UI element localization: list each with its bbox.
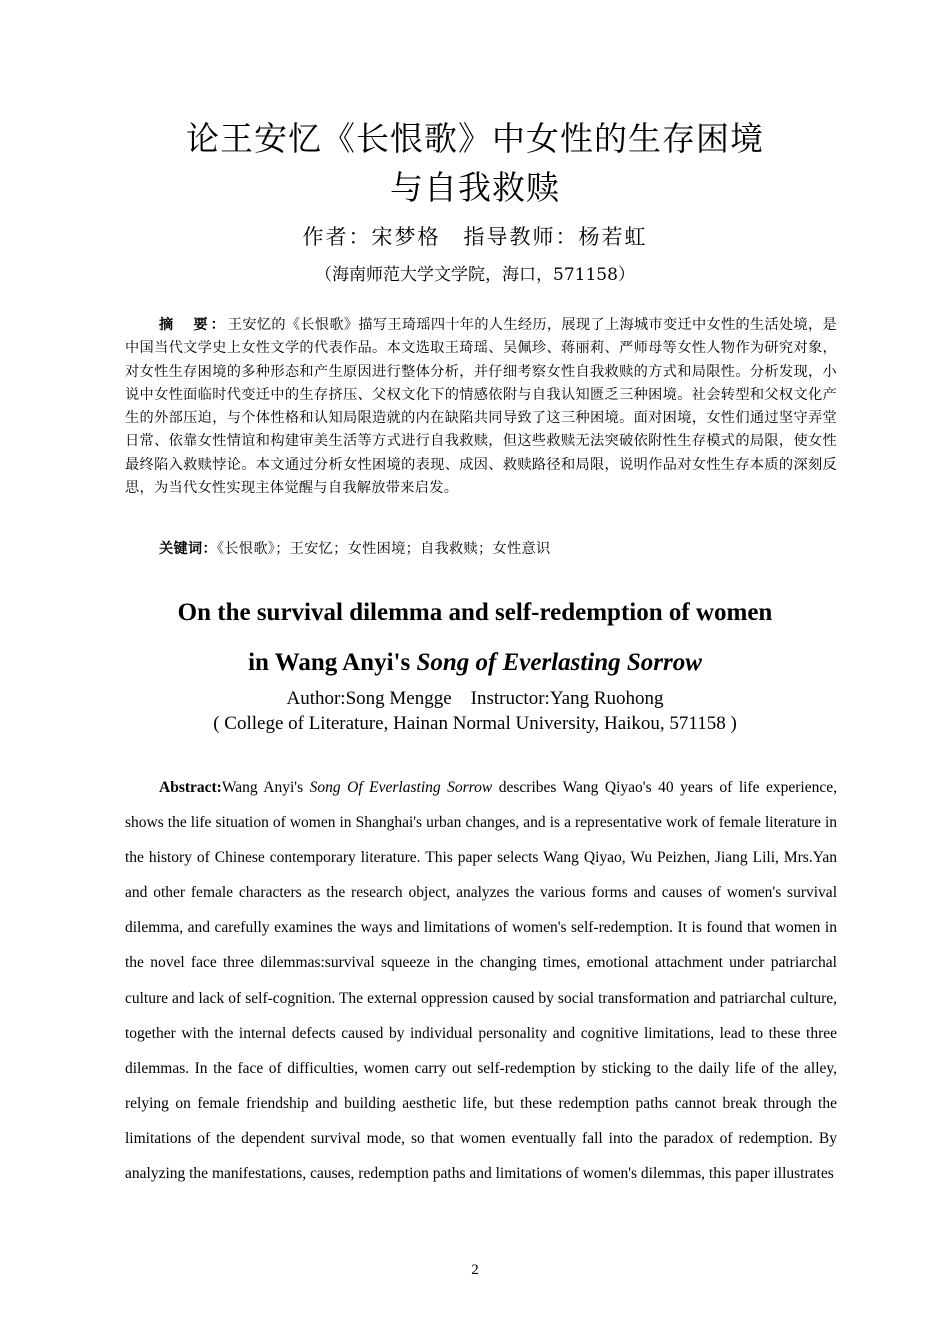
page-number: 2 (471, 1262, 479, 1278)
chinese-abstract-label: 摘 要： (159, 317, 228, 333)
chinese-keywords (159, 538, 550, 561)
english-abstract-text: describes Wang Qiyao's 40 years of life experience, shows the life situation of women in Shanghai's urban changes, and is a representative work of female literature in the history of Chinese contemporary literature. This paper selects Wang Qiyao, Wu Peizhen, Jiang Lili, Mrs.Yan and other female characters as the research object, analyzes the various forms and causes of women's survival dilemma, and carefully examines the ways and limitations of women's self-redemption. It is found that women in the novel face three dilemmas:survival squeeze in the changing times, emotional attachment under patriarchal culture and lack of self-cognition. The external oppression caused by social transformation and patriarchal culture, together with the internal defects caused by individual personality and cognitive limitations, lead to these three dilemmas. In the face of difficulties, women carry out self-redemption by sticking to the daily life of the alley, relying on female friendship and building aesthetic life, but these redemption paths cannot break through the limitations of the dependent survival mode, so that women eventually fall into the paradox of redemption. By analyzing the manifestations, causes, redemption paths and limitations of women's dilemmas, this paper illustrates (125, 779, 837, 1183)
chinese-affiliation: （海南师范大学文学院，海口，571158） (315, 265, 635, 285)
chinese-abstract-text: 王安忆的《长恨歌》描写王琦瑶四十年的人生经历，展现了上海城市变迁中女性的生活处境，是中国当代文学史上女性文学的代表作品。本文选取王琦瑶、吴佩珍、蒋丽莉、严师母等女性人物作为研究对象，对女性生存困境的多种形态和产生原因进行整体分析，并仔细考察女性自我救赎的方式和局限性。分析发现，小说中女性面临时代变迁中的生存挤压、父权文化下的情感依附与自我认知匮乏三种困境。社会转型和父权文化产生的外部压迫，与个体性格和认知局限造就的内在缺陷共同导致了这三种困境。面对困境，女性们通过坚守弄堂日常、依靠女性情谊和构建审美生活等方式进行自我救赎，但这些救赎无法突破依附性生存模式的局限，使女性最终陷入救赎悖论。本文通过分析女性困境的表现、成因、救赎路径和局限，说明作品对女性生存本质的深刻反思，为当代女性实现主体觉醒与自我解放带来启发。 (125, 317, 837, 497)
english-title-italic: Song of Everlasting Sorrow (416, 649, 702, 676)
chinese-keywords-text: 《长恨歌》；王安忆；女性困境；自我救赎；女性意识 (216, 541, 551, 557)
english-abstract (125, 770, 837, 1191)
english-abstract-italic-title: Song Of Everlasting Sorrow (309, 779, 493, 796)
english-affiliation: ( College of Literature, Hainan Normal University, Haikou, 571158 ) (213, 713, 737, 734)
chinese-abstract (125, 314, 837, 500)
english-abstract-pre: Wang Anyi's (221, 779, 310, 796)
chinese-title-line-2: 与自我救赎 (390, 168, 560, 207)
english-title-line-2 (0, 645, 950, 681)
english-title-line-1: On the survival dilemma and self-redemption of women (177, 599, 773, 626)
english-author-line: Author:Song Mengge Instructor:Yang Ruohong (286, 688, 664, 709)
chinese-keywords-label: 关键词： (159, 541, 217, 557)
chinese-author-line: 作者：宋梦格 指导教师：杨若虹 (302, 225, 648, 249)
english-abstract-label: Abstract: (159, 779, 222, 796)
english-title-prefix: in Wang Anyi's (248, 649, 417, 676)
chinese-title-line-1: 论王安忆《长恨歌》中女性的生存困境 (186, 119, 764, 158)
